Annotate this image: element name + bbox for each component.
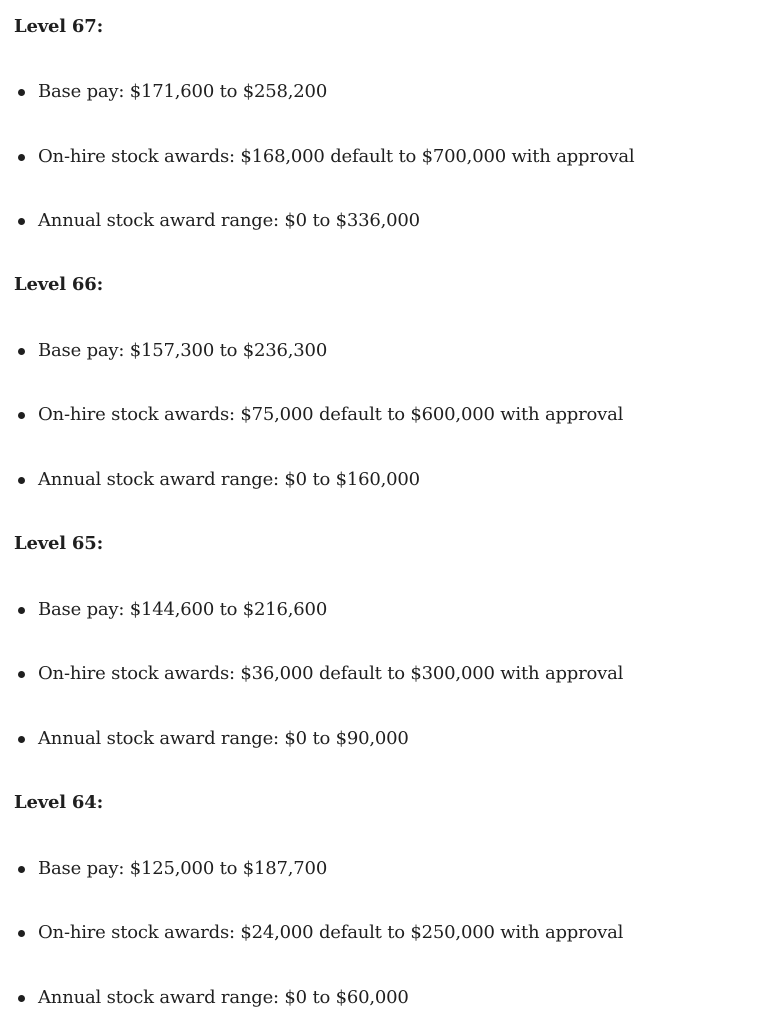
level-64-annual-stock-text: Annual stock award range: $0 to $60,000 xyxy=(38,987,409,1008)
level-65-on-hire-stock-text: On-hire stock awards: $36,000 default to $300,000 with approval xyxy=(38,663,624,684)
bullet-icon xyxy=(18,348,25,355)
bullet-icon xyxy=(18,154,25,161)
level-67-annual-stock-text: Annual stock award range: $0 to $336,000 xyxy=(38,210,420,231)
bullet-icon xyxy=(18,930,25,937)
level-65-base-pay-item xyxy=(18,598,738,622)
level-67-base-pay-text: Base pay: $171,600 to $258,200 xyxy=(38,81,328,102)
level-65-on-hire-stock-item xyxy=(18,662,738,686)
level-66-on-hire-stock-item xyxy=(18,403,738,427)
level-66-on-hire-stock-text: On-hire stock awards: $75,000 default to $600,000 with approval xyxy=(38,404,624,425)
level-66-annual-stock-item xyxy=(18,468,738,492)
level-66-base-pay-text: Base pay: $157,300 to $236,300 xyxy=(38,340,328,361)
bullet-icon xyxy=(18,671,25,678)
level-67-base-pay-item xyxy=(18,80,738,104)
level-64-annual-stock-item xyxy=(18,986,738,1010)
bullet-icon xyxy=(18,218,25,225)
level-65-annual-stock-item xyxy=(18,727,738,751)
bullet-icon xyxy=(18,412,25,419)
level-67-on-hire-stock-item xyxy=(18,145,738,169)
bullet-icon xyxy=(18,866,25,873)
bullet-icon xyxy=(18,736,25,743)
level-67-on-hire-stock-text: On-hire stock awards: $168,000 default to $700,000 with approval xyxy=(38,146,635,167)
bullet-icon xyxy=(18,995,25,1002)
level-65-annual-stock-text: Annual stock award range: $0 to $90,000 xyxy=(38,728,409,749)
level-67-heading: Level 67: xyxy=(14,16,104,37)
bullet-icon xyxy=(18,89,25,96)
level-64-heading: Level 64: xyxy=(14,792,104,813)
level-66-annual-stock-text: Annual stock award range: $0 to $160,000 xyxy=(38,469,420,490)
level-66-heading: Level 66: xyxy=(14,274,104,295)
level-64-base-pay-text: Base pay: $125,000 to $187,700 xyxy=(38,858,328,879)
level-65-base-pay-text: Base pay: $144,600 to $216,600 xyxy=(38,599,328,620)
bullet-icon xyxy=(18,477,25,484)
level-64-base-pay-item xyxy=(18,857,738,881)
bullet-icon xyxy=(18,607,25,614)
level-65-heading: Level 65: xyxy=(14,533,104,554)
level-64-on-hire-stock-item xyxy=(18,921,738,945)
level-67-annual-stock-item xyxy=(18,209,738,233)
level-66-base-pay-item xyxy=(18,339,738,363)
level-64-on-hire-stock-text: On-hire stock awards: $24,000 default to $250,000 with approval xyxy=(38,922,624,943)
